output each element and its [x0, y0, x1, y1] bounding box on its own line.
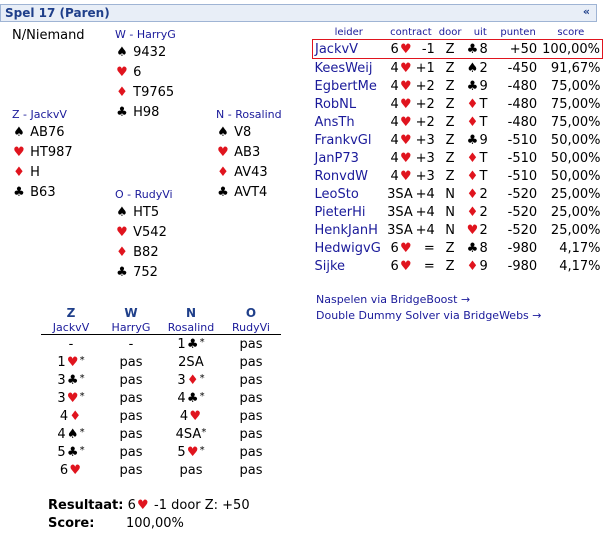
result-points: -980: [507, 240, 538, 256]
bidding-table: [41, 306, 281, 479]
bid-call: pas: [239, 372, 263, 388]
heart-icon: ♥: [399, 168, 412, 184]
result-tricks: +3: [415, 132, 435, 148]
score-label: Score:: [48, 516, 95, 531]
bid-call: 4♦: [59, 408, 81, 424]
hand-suit-row: [12, 185, 73, 205]
heart-icon: ♥: [217, 145, 229, 160]
bid-call: pas: [119, 408, 143, 424]
result-contract: 4♥ +3: [390, 168, 435, 184]
result-tricks: +4: [415, 222, 435, 238]
bid-direction-O: O: [245, 306, 257, 320]
hand-suit-row: [12, 125, 73, 145]
bid-call: pas: [119, 354, 143, 370]
hand-cards: 9432: [129, 45, 167, 60]
diamond-icon: ♦: [69, 408, 81, 424]
hand-cards: T9765: [129, 85, 175, 100]
hand-suit-row: [216, 165, 282, 185]
result-player[interactable]: HedwigvG: [314, 240, 381, 256]
hand-label: W - HarryG: [115, 28, 176, 41]
dealer-vulnerability: N/Niemand: [12, 28, 85, 43]
bid-call: -: [68, 336, 74, 352]
heart-icon: ♥: [399, 60, 412, 76]
club-icon: ♣: [116, 105, 128, 120]
result-tricks: +2: [415, 78, 435, 94]
bid-player-name: HarryG: [101, 320, 161, 335]
result-points: -520: [507, 222, 538, 238]
hand-suit-row: [216, 145, 282, 165]
results-row[interactable]: [313, 167, 603, 185]
bid-call: pas: [239, 336, 263, 352]
bid-call: 6♥: [59, 462, 81, 478]
results-table: [312, 25, 603, 275]
results-row[interactable]: [313, 203, 603, 221]
hand-suit-row: [115, 45, 176, 65]
bid-call: pas: [239, 408, 263, 424]
hand-north: [216, 108, 282, 205]
result-player[interactable]: KeesWeij: [314, 60, 373, 76]
result-text: -1 door Z: +50: [154, 498, 250, 513]
results-header-contract: contract: [390, 26, 432, 38]
heart-icon: ♥: [69, 462, 81, 478]
results-row[interactable]: [313, 40, 603, 59]
result-score: 25,00%: [550, 204, 601, 220]
bid-row: [41, 371, 281, 389]
result-tricks: +4: [415, 204, 435, 220]
results-header-score: score: [557, 26, 585, 38]
alert-marker: *: [79, 390, 85, 402]
bid-call: 1♣*: [177, 336, 205, 352]
club-icon: ♣: [66, 444, 79, 460]
result-player[interactable]: EgbertMe: [314, 78, 377, 94]
alert-marker: *: [199, 444, 205, 456]
alert-marker: *: [79, 354, 85, 366]
diamond-icon: ♦: [116, 245, 128, 260]
bid-call: pas: [119, 462, 143, 478]
double-chevron-up-icon[interactable]: «: [582, 5, 590, 18]
hand-suit-row: [115, 65, 176, 85]
result-tricks: +3: [415, 168, 435, 184]
diamond-icon: ♦: [186, 372, 199, 388]
bid-row: [41, 335, 281, 354]
result-lead: ♥2: [466, 222, 488, 238]
hand-west: [115, 28, 176, 125]
result-score: 91,67%: [550, 60, 601, 76]
bid-call: 4♣*: [177, 390, 205, 406]
result-points: -520: [507, 204, 538, 220]
double-dummy-solver-link[interactable]: Double Dummy Solver via BridgeWebs →: [316, 309, 542, 322]
spade-icon: ♠: [13, 125, 25, 140]
diamond-icon: ♦: [466, 96, 479, 112]
heart-icon: ♥: [189, 408, 201, 424]
bid-call: 4♥: [179, 408, 201, 424]
result-label: Resultaat:: [48, 498, 124, 513]
result-declarer: Z: [445, 96, 455, 112]
bid-direction-W: W: [124, 306, 138, 320]
hand-cards: AVT4: [230, 185, 268, 200]
result-lead: ♦2: [466, 204, 488, 220]
bid-call: pas: [239, 462, 263, 478]
diamond-icon: ♦: [466, 114, 479, 130]
hand-suit-row: [115, 265, 173, 285]
results-row[interactable]: [313, 131, 603, 149]
result-contract: 4♥ +3: [390, 132, 435, 148]
bid-call: pas: [119, 444, 143, 460]
hand-suit-row: [115, 85, 176, 105]
result-points: -510: [507, 168, 538, 184]
result-player[interactable]: RobNL: [314, 96, 357, 112]
diamond-icon: ♦: [466, 204, 479, 220]
alert-marker: *: [79, 444, 85, 456]
hand-suit-row: [216, 125, 282, 145]
hand-cards: AB76: [26, 125, 65, 140]
result-tricks: =: [423, 258, 435, 274]
heart-icon: ♥: [399, 96, 412, 112]
diamond-icon: ♦: [13, 165, 25, 180]
heart-icon: ♥: [466, 222, 479, 238]
result-lead: ♣8: [463, 40, 497, 59]
alert-marker: *: [79, 372, 85, 384]
bid-row: [41, 425, 281, 443]
hand-cards: 6: [129, 65, 142, 80]
result-points: -450: [507, 60, 538, 76]
alert-marker: *: [79, 426, 85, 438]
bid-call: 2SA: [178, 354, 204, 370]
heart-icon: ♥: [13, 145, 25, 160]
results-row[interactable]: [313, 221, 603, 239]
board-title: Spel 17 (Paren): [5, 6, 110, 20]
hand-south: [12, 108, 73, 205]
result-score: 25,00%: [550, 186, 601, 202]
result-points: -480: [507, 96, 538, 112]
hand-suit-row: [12, 165, 73, 185]
result-tricks: +2: [415, 114, 435, 130]
result-strain-icon: ♥: [137, 498, 149, 513]
results-row[interactable]: [313, 113, 603, 131]
diamond-icon: ♦: [466, 150, 479, 166]
heart-icon: ♥: [399, 41, 412, 57]
result-points: -480: [507, 114, 538, 130]
result-player[interactable]: AnsTh: [314, 114, 355, 130]
club-icon: ♣: [217, 185, 229, 200]
result-points: -510: [507, 150, 538, 166]
heart-icon: ♥: [116, 225, 128, 240]
result-lead: ♣9: [466, 78, 488, 94]
bid-call: pas: [119, 426, 143, 442]
result-score: 4,17%: [559, 258, 601, 274]
hand-cards: H: [26, 165, 40, 180]
result-lead: ♦9: [466, 258, 488, 274]
result-summary: [48, 498, 250, 513]
bid-call: 3♥*: [57, 390, 85, 406]
bid-call: pas: [239, 444, 263, 460]
result-declarer: Z: [445, 150, 455, 166]
result-lead: ♦T: [466, 168, 488, 184]
bid-call: pas: [119, 372, 143, 388]
hand-east: [115, 188, 173, 285]
result-contract: 6♥ =: [390, 258, 435, 274]
result-player[interactable]: HenkJanH: [314, 222, 378, 238]
spade-icon: ♠: [116, 45, 128, 60]
result-contract: 3SA +4: [387, 186, 435, 202]
results-row[interactable]: [313, 77, 603, 95]
bid-call: pas: [239, 390, 263, 406]
result-contract: 4♥ +2: [390, 96, 435, 112]
bid-call: pas: [239, 426, 263, 442]
results-row[interactable]: [313, 257, 603, 275]
bid-call: 5♥*: [177, 444, 205, 460]
club-icon: ♣: [466, 240, 479, 256]
bid-player-name: JackvV: [41, 320, 101, 335]
diamond-icon: ♦: [466, 168, 479, 184]
spade-icon: ♠: [66, 426, 79, 442]
result-points: -980: [507, 258, 538, 274]
bid-row: [41, 353, 281, 371]
results-row[interactable]: [313, 239, 603, 257]
bid-call: 1♥*: [57, 354, 85, 370]
club-icon: ♣: [186, 336, 199, 352]
heart-icon: ♥: [399, 78, 412, 94]
score-value: 100,00%: [126, 516, 184, 531]
heart-icon: ♥: [399, 114, 412, 130]
diamond-icon: ♦: [466, 186, 479, 202]
result-declarer: N: [445, 186, 455, 202]
result-contract: 3SA +4: [387, 204, 435, 220]
club-icon: ♣: [466, 132, 479, 148]
results-row[interactable]: [313, 149, 603, 167]
heart-icon: ♥: [399, 150, 412, 166]
result-declarer: Z: [437, 40, 464, 59]
bridgeboost-link[interactable]: Naspelen via BridgeBoost →: [316, 293, 471, 306]
club-icon: ♣: [13, 185, 25, 200]
result-player[interactable]: JanP73: [314, 150, 359, 166]
heart-icon: ♥: [66, 354, 79, 370]
hand-cards: V542: [129, 225, 167, 240]
result-tricks: +4: [415, 186, 435, 202]
result-lead: ♦T: [466, 150, 488, 166]
result-lead: ♦T: [466, 96, 488, 112]
hand-suit-row: [115, 205, 173, 225]
results-header-uit: uit: [473, 26, 487, 38]
hand-cards: AB3: [230, 145, 261, 160]
board-header: [0, 4, 597, 22]
result-contract: 4♥ +3: [390, 150, 435, 166]
result-declarer: N: [445, 204, 455, 220]
bid-call: 3♦*: [177, 372, 205, 388]
result-lead: ♣8: [466, 240, 488, 256]
bid-call: pas: [119, 390, 143, 406]
bid-call: 4SA*: [175, 426, 207, 442]
club-icon: ♣: [66, 372, 79, 388]
score-summary: [48, 516, 184, 531]
results-header-door: door: [438, 26, 462, 38]
hand-cards: AV43: [230, 165, 268, 180]
result-declarer: Z: [445, 60, 455, 76]
bid-row: [41, 443, 281, 461]
heart-icon: ♥: [66, 390, 79, 406]
results-header-leider: leider: [334, 26, 363, 38]
heart-icon: ♥: [186, 444, 199, 460]
results-row[interactable]: [313, 95, 603, 113]
bid-row: [41, 461, 281, 479]
result-contract: 4♥ +1: [390, 60, 435, 76]
result-points: -480: [507, 78, 538, 94]
result-tricks: =: [423, 240, 435, 256]
diamond-icon: ♦: [116, 85, 128, 100]
result-points: +50: [497, 40, 539, 59]
result-player[interactable]: LeoSto: [314, 186, 359, 202]
result-player[interactable]: RonvdW: [314, 168, 368, 184]
result-lead: ♦T: [466, 114, 488, 130]
hand-cards: B63: [26, 185, 56, 200]
result-score: 25,00%: [550, 222, 601, 238]
hand-cards: HT5: [129, 205, 160, 220]
result-declarer: Z: [445, 240, 455, 256]
result-lead: ♣9: [466, 132, 488, 148]
bid-row: [41, 389, 281, 407]
alert-marker: *: [199, 390, 205, 402]
result-lead: ♠2: [466, 60, 488, 76]
alert-marker: *: [201, 426, 207, 438]
hand-suit-row: [115, 105, 176, 125]
result-declarer: Z: [445, 258, 455, 274]
result-tricks: +1: [415, 60, 435, 76]
results-row[interactable]: [313, 185, 603, 203]
diamond-icon: ♦: [466, 258, 479, 274]
result-lead: ♦2: [466, 186, 488, 202]
hand-cards: HT987: [26, 145, 73, 160]
bid-direction-Z: Z: [66, 306, 76, 320]
club-icon: ♣: [116, 265, 128, 280]
result-declarer: Z: [445, 114, 455, 130]
club-icon: ♣: [466, 41, 479, 57]
bid-call: -: [128, 336, 134, 352]
result-tricks: -1: [421, 41, 435, 57]
results-header-punten: punten: [500, 26, 536, 38]
hand-label: O - RudyVi: [115, 188, 173, 201]
result-contract: 4♥ +2: [390, 78, 435, 94]
result-score: 75,00%: [550, 78, 601, 94]
bid-call: 3♣*: [57, 372, 85, 388]
bid-player-name: Rosalind: [161, 320, 221, 335]
bid-row: [41, 407, 281, 425]
result-points: -510: [507, 132, 538, 148]
heart-icon: ♥: [116, 65, 128, 80]
result-contract: 6♥ -1: [385, 40, 437, 59]
result-declarer: Z: [445, 78, 455, 94]
hand-suit-row: [216, 185, 282, 205]
spade-icon: ♠: [466, 60, 479, 76]
result-declarer: N: [445, 222, 455, 238]
result-points: -520: [507, 186, 538, 202]
alert-marker: *: [199, 336, 205, 348]
result-tricks: +3: [415, 150, 435, 166]
spade-icon: ♠: [217, 125, 229, 140]
result-score: 4,17%: [559, 240, 601, 256]
bid-call: pas: [239, 354, 263, 370]
hand-cards: H98: [129, 105, 160, 120]
hand-label: N - Rosalind: [216, 108, 282, 121]
heart-icon: ♥: [399, 258, 412, 274]
result-player[interactable]: JackvV: [313, 40, 386, 59]
bid-call: pas: [179, 462, 203, 478]
hand-suit-row: [115, 245, 173, 265]
bid-call: 4♠*: [57, 426, 85, 442]
spade-icon: ♠: [116, 205, 128, 220]
result-player[interactable]: PieterHi: [314, 204, 366, 220]
hand-label: Z - JackvV: [12, 108, 67, 121]
result-declarer: Z: [445, 132, 455, 148]
bid-player-name: RudyVi: [221, 320, 281, 335]
result-score: 50,00%: [550, 132, 601, 148]
hand-cards: V8: [230, 125, 252, 140]
result-player[interactable]: Sijke: [314, 258, 346, 274]
bid-call: 5♣*: [57, 444, 85, 460]
heart-icon: ♥: [399, 240, 412, 256]
result-declarer: Z: [445, 168, 455, 184]
heart-icon: ♥: [399, 132, 412, 148]
bid-direction-N: N: [185, 306, 197, 320]
result-score: 50,00%: [550, 150, 601, 166]
result-score: 100,00%: [539, 40, 602, 59]
club-icon: ♣: [186, 390, 199, 406]
hand-cards: 752: [129, 265, 158, 280]
result-contract: 4♥ +2: [390, 114, 435, 130]
club-icon: ♣: [466, 78, 479, 94]
result-contract: 6♥: [127, 498, 149, 513]
results-row[interactable]: [313, 59, 603, 78]
result-score: 75,00%: [550, 114, 601, 130]
hand-suit-row: [12, 145, 73, 165]
hand-suit-row: [115, 225, 173, 245]
diamond-icon: ♦: [217, 165, 229, 180]
result-contract: 6♥ =: [390, 240, 435, 256]
alert-marker: *: [199, 372, 205, 384]
hand-cards: B82: [129, 245, 159, 260]
result-score: 50,00%: [550, 168, 601, 184]
result-tricks: +2: [415, 96, 435, 112]
result-player[interactable]: FrankvGl: [314, 132, 372, 148]
result-score: 75,00%: [550, 96, 601, 112]
result-contract: 3SA +4: [387, 222, 435, 238]
